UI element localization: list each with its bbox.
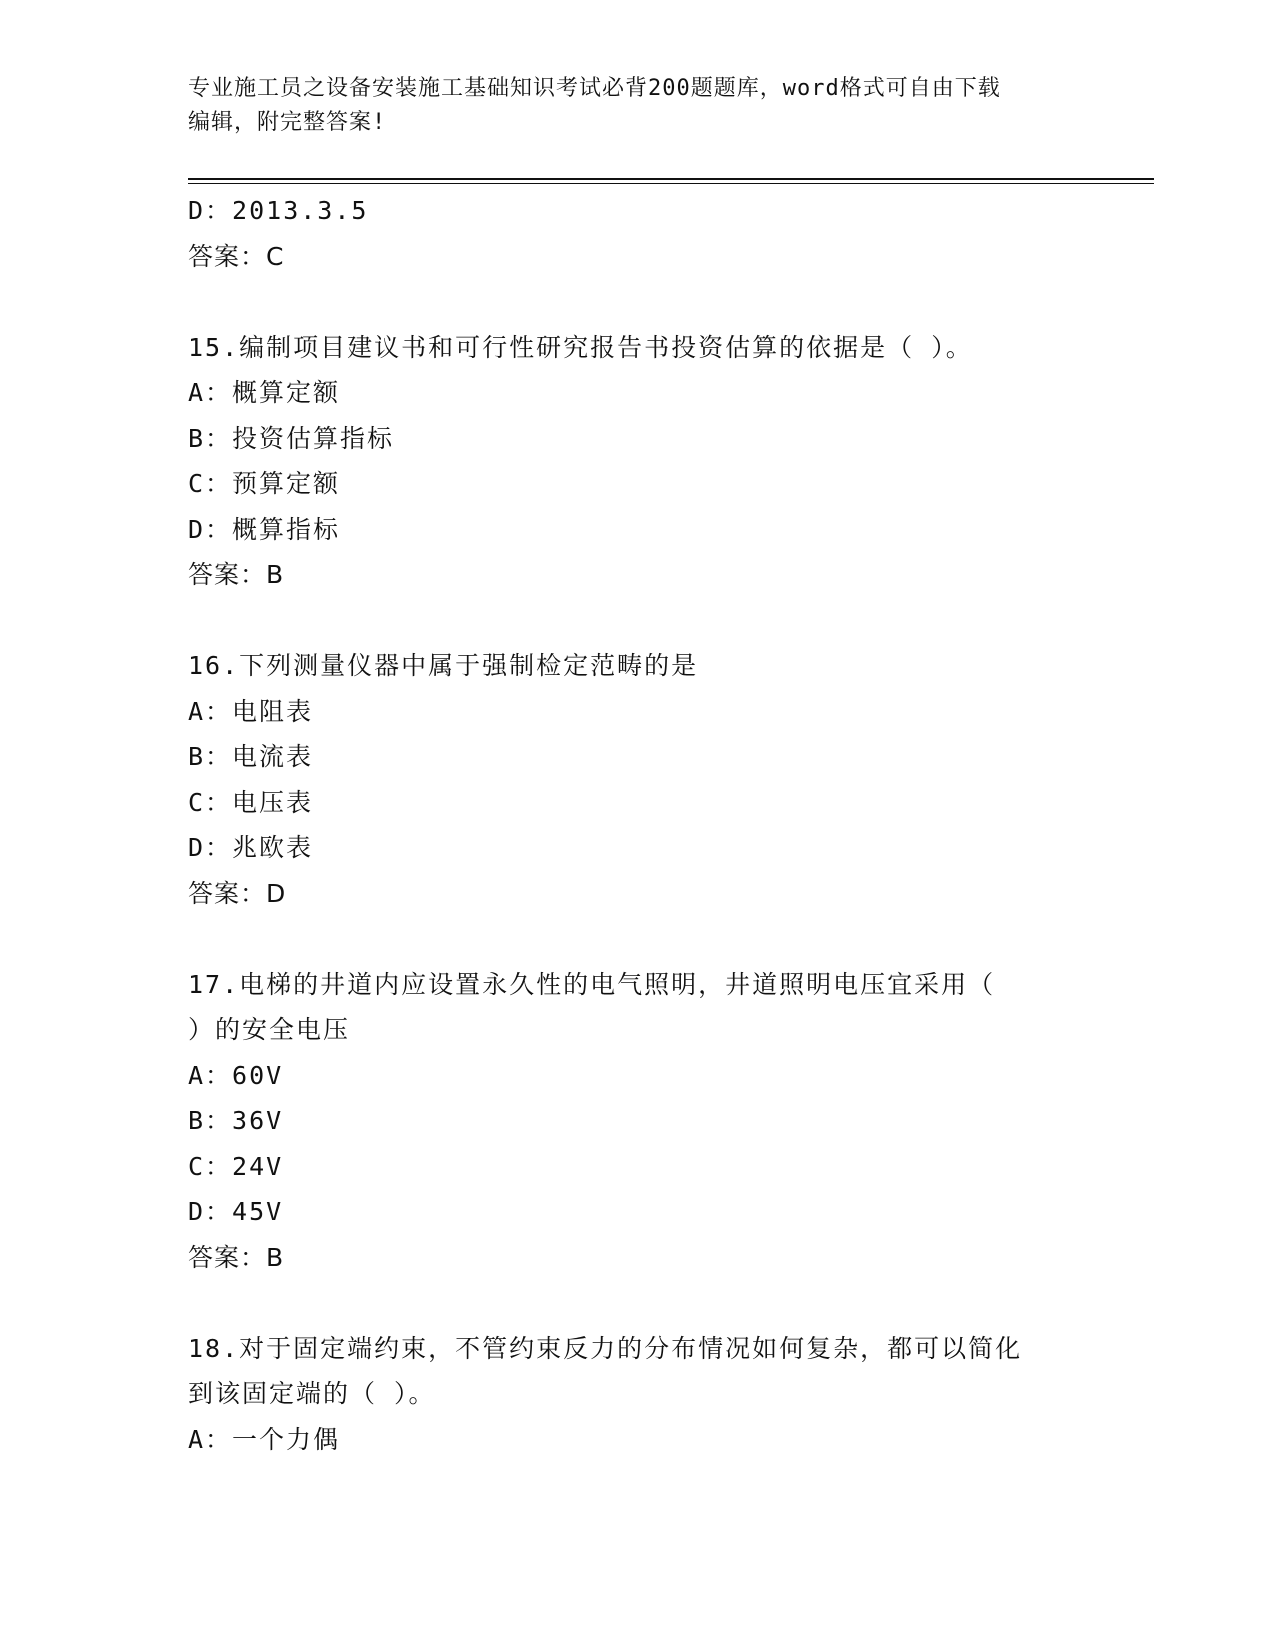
q17-question-line-1: 17.电梯的井道内应设置永久性的电气照明，井道照明电压宜采用（ [188, 969, 996, 999]
q15-option-c: C：预算定额 [188, 469, 341, 498]
q17-answer: 答案：B [188, 1242, 285, 1272]
spacer [188, 1280, 1158, 1326]
q18-option-a: A：一个力偶 [188, 1424, 341, 1454]
q16-option-c: C：电压表 [188, 787, 314, 817]
header-title-line-2: 编辑，附完整答案! [188, 110, 387, 135]
q16-option-b: B：电流表 [188, 742, 314, 771]
q17-option-c: C：24V [188, 1151, 284, 1181]
q17-option-d: D：45V [188, 1197, 284, 1226]
q17-question-line-2: ）的安全电压 [188, 1015, 351, 1044]
q16-option-a: A：电阻表 [188, 696, 314, 726]
header-title-line-1: 专业施工员之设备安装施工基础知识考试必背200题题库，word格式可自由下载 [188, 76, 1001, 101]
question-list [188, 188, 1158, 1462]
q15-option-a: A：概算定额 [188, 378, 341, 407]
document-header [188, 72, 1088, 140]
q18-question-line-1: 18.对于固定端约束，不管约束反力的分布情况如何复杂，都可以简化 [188, 1333, 1023, 1363]
spacer [188, 279, 1158, 325]
q16-answer: 答案：D [188, 878, 287, 908]
q16-question: 16.下列测量仪器中属于强制检定范畴的是 [188, 651, 699, 680]
prev-answer: 答案：C [188, 241, 285, 271]
header-divider [188, 178, 1154, 184]
prev-option-d: D：2013.3.5 [188, 196, 369, 225]
q16-option-d: D：兆欧表 [188, 833, 314, 862]
q15-option-d: D：概算指标 [188, 514, 341, 544]
q15-option-b: B：投资估算指标 [188, 423, 395, 453]
q15-question: 15.编制项目建议书和可行性研究报告书投资估算的依据是（ ）。 [188, 332, 973, 362]
spacer [188, 916, 1158, 962]
q17-option-b: B：36V [188, 1106, 284, 1135]
spacer [188, 598, 1158, 644]
q18-question-line-2: 到该固定端的（ ）。 [188, 1379, 436, 1408]
q15-answer: 答案：B [188, 560, 285, 589]
q17-option-a: A：60V [188, 1060, 284, 1090]
